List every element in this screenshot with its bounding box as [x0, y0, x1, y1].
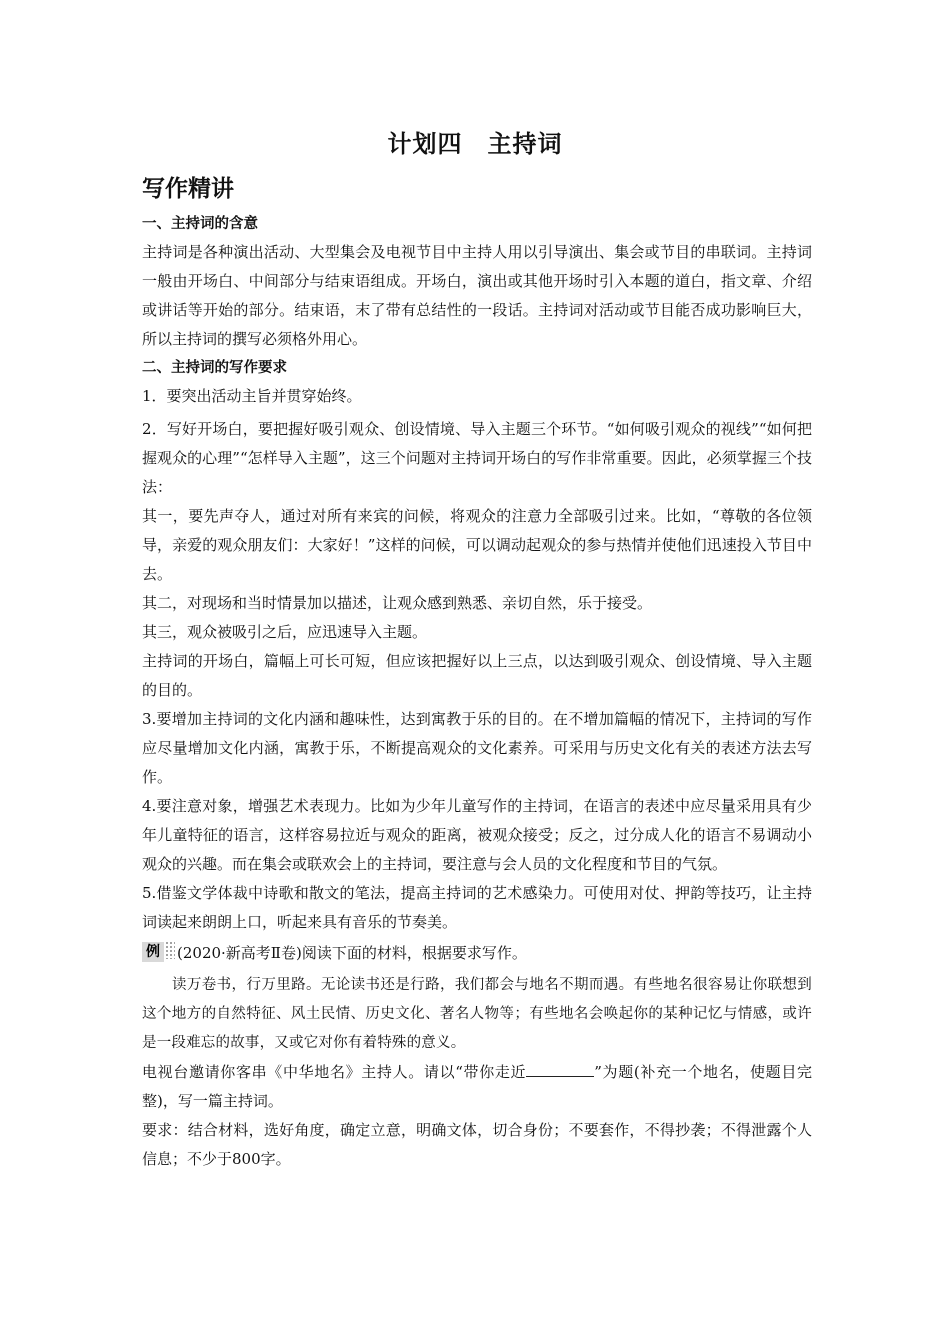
main-content	[142, 210, 812, 1174]
example-requirements: 要求：结合材料，选好角度，确定立意，明确文体，切合身份；不要套作，不得抄袭；不得泄露个人信息；不少于800字。	[142, 1121, 812, 1168]
example-badge: 例	[142, 942, 164, 962]
technique-3: 其三，观众被吸引之后，应迅速导入主题。	[142, 623, 428, 641]
example-intro-line	[142, 939, 812, 968]
requirement-1: 1．要突出活动主旨并贯穿始终。	[142, 387, 362, 405]
task-text-before: 电视台邀请你客串《中华地名》主持人。请以“带你走近	[142, 1063, 527, 1081]
section-title: 写作精讲	[142, 176, 234, 202]
dots-decoration-icon	[165, 941, 175, 959]
opening-summary: 主持词的开场白，篇幅上可长可短，但应该把握好以上三点，以达到吸引观众、创设情境、导入主题的目的。	[142, 652, 812, 699]
task-text-after: ”为题(补充一个地名，使题目完整)，写一篇主持词。	[142, 1063, 813, 1110]
fill-in-blank	[526, 1062, 594, 1077]
heading-requirements: 二、主持词的写作要求	[142, 360, 287, 376]
page-title: 计划四 主持词	[387, 130, 563, 158]
example-material: 读万卷书，行万里路。无论读书还是行路，我们都会与地名不期而遇。有些地名很容易让你联想到这个地方的自然特征、风土民情、历史文化、著名人物等；有些地名会唤起你的某种记忆与情感，或许是一段难忘的故事，又或它对你有着特殊的意义。	[142, 977, 812, 1051]
requirement-5: 5.借鉴文学体裁中诗歌和散文的笔法，提高主持词的艺术感染力。可使用对仗、押韵等技巧，让主持词读起来朗朗上口，听起来具有音乐的节奏美。	[142, 884, 812, 931]
heading-meaning: 一、主持词的含意	[142, 216, 258, 232]
technique-2: 其二，对现场和当时情景加以描述，让观众感到熟悉、亲切自然，乐于接受。	[142, 594, 653, 612]
requirement-2: 2．写好开场白，要把握好吸引观众、创设情境、导入主题三个环节。“如何吸引观众的视线”“如何把握观众的心理”“怎样导入主题”，这三个问题对主持词开场白的写作非常重要。因此，必须掌握三个技法：	[142, 420, 812, 496]
example-intro: (2020·新高考Ⅱ卷)阅读下面的材料，根据要求写作。	[177, 944, 527, 962]
paragraph-meaning: 主持词是各种演出活动、大型集会及电视节目中主持人用以引导演出、集会或节目的串联词。主持词一般由开场白、中间部分与结束语组成。开场白，演出或其他开场时引入本题的道白，指文章、介绍或讲话等开始的部分。结束语，末了带有总结性的一段话。主持词对活动或节目能否成功影响巨大，所以主持词的撰写必须格外用心。	[142, 243, 812, 348]
requirement-4: 4.要注意对象，增强艺术表现力。比如为少年儿童写作的主持词，在语言的表述中应尽量采用具有少年儿童特征的语言，这样容易拉近与观众的距离，被观众接受；反之，过分成人化的语言不易调动小观众的兴趣。而在集会或联欢会上的主持词，要注意与会人员的文化程度和节目的气氛。	[142, 797, 812, 873]
requirement-3: 3.要增加主持词的文化内涵和趣味性，达到寓教于乐的目的。在不增加篇幅的情况下，主持词的写作应尽量增加文化内涵，寓教于乐，不断提高观众的文化素养。可采用与历史文化有关的表述方法去写作。	[142, 710, 812, 786]
technique-1: 其一，要先声夺人，通过对所有来宾的问候，将观众的注意力全部吸引过来。比如，“尊敬的各位领导，亲爱的观众朋友们：大家好！”这样的问候，可以调动起观众的参与热情并使他们迅速投入节目中去。	[142, 507, 812, 583]
example-task	[142, 1058, 812, 1116]
